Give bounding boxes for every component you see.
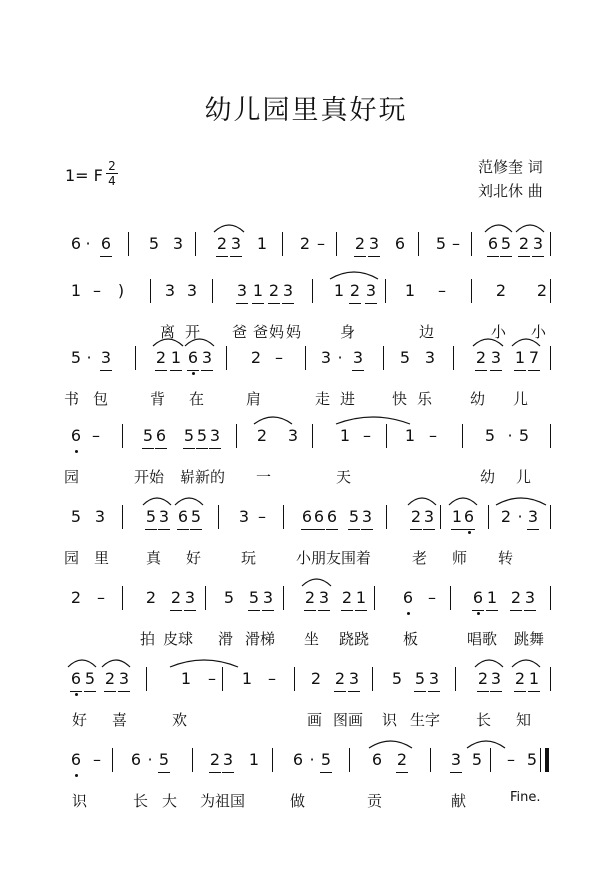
- bar-line: [218, 505, 219, 529]
- lower-octave-dot: [477, 612, 480, 615]
- note: 2: [477, 669, 489, 688]
- note: 3: [236, 281, 248, 300]
- bar-line: [488, 505, 489, 529]
- note: 2: [299, 234, 311, 253]
- lyric: 长: [476, 711, 492, 729]
- bar-line: [212, 279, 213, 303]
- bar-line: [226, 346, 227, 370]
- bar-line: [349, 748, 350, 772]
- lyricist-credit: 范修奎 词: [478, 158, 543, 176]
- note: 2: [334, 669, 346, 688]
- bar-line: [550, 586, 551, 610]
- note: 6: [187, 348, 199, 368]
- song-title: 幼儿园里真好玩: [204, 95, 408, 126]
- note: 2: [495, 281, 507, 300]
- lyric: 好: [72, 711, 88, 729]
- slur-arc: [512, 660, 540, 667]
- note: 2: [475, 348, 487, 367]
- lyric: 天: [336, 468, 352, 486]
- note: 6: [70, 426, 82, 446]
- lyric: 幼: [480, 468, 496, 486]
- bar-line: [471, 232, 472, 256]
- slur-arc: [449, 498, 477, 505]
- note: 3: [527, 507, 539, 526]
- lower-octave-dot: [407, 612, 410, 615]
- bar-line: [336, 232, 337, 256]
- note: 3: [118, 669, 130, 688]
- note: 6: [472, 588, 484, 608]
- slur-arc: [496, 498, 546, 505]
- lyric: 包: [93, 390, 109, 408]
- slur-arc: [473, 339, 503, 346]
- note: 5: [145, 507, 157, 526]
- lyric: 板: [403, 630, 419, 648]
- note-dash: –: [429, 426, 437, 445]
- slur-arc: [330, 272, 378, 279]
- note: 2: [304, 588, 316, 607]
- note-dash: –: [363, 426, 371, 445]
- bar-line: [550, 279, 551, 303]
- note-dash: –: [268, 669, 276, 688]
- note: 6: [326, 507, 338, 526]
- note: 3: [172, 234, 184, 253]
- note: 3: [361, 507, 373, 526]
- note: 3: [423, 507, 435, 526]
- note-dot: ·: [147, 750, 153, 769]
- note: 3: [209, 426, 221, 445]
- bar-line: [205, 586, 206, 610]
- lyric: 小: [491, 323, 507, 341]
- note-dot: ·: [507, 426, 513, 445]
- bar-line: [418, 232, 419, 256]
- note: 2: [341, 588, 353, 607]
- key-signature: 1= F: [65, 166, 103, 185]
- note: 1: [256, 234, 268, 253]
- note: 5: [471, 750, 483, 769]
- lyric: 在: [189, 390, 205, 408]
- note: 6: [100, 234, 112, 253]
- note-dash: –: [258, 507, 266, 526]
- bar-line: [195, 232, 196, 256]
- lyric: 书: [64, 390, 80, 408]
- lyric: 儿: [513, 390, 529, 408]
- slur-arc: [302, 579, 331, 586]
- note: 3: [424, 348, 436, 367]
- note-dash: –: [208, 669, 216, 688]
- bar-line: [462, 424, 463, 448]
- note: 2: [70, 588, 82, 607]
- bar-line: [430, 748, 431, 772]
- note: 3: [348, 669, 360, 688]
- note-dash: –: [438, 281, 446, 300]
- lyric: 开始: [134, 468, 165, 486]
- lyric: 跳舞: [514, 630, 545, 648]
- note: 2: [354, 234, 366, 253]
- note: 2: [536, 281, 548, 300]
- note: 1: [241, 669, 253, 688]
- note: 2: [410, 507, 422, 526]
- note: 6: [301, 507, 313, 526]
- note: 2: [216, 234, 228, 253]
- lyric: 好: [186, 549, 202, 567]
- lyric: 长: [133, 792, 149, 810]
- note: 6: [292, 750, 304, 769]
- note: 5: [84, 669, 96, 688]
- bar-line: [453, 346, 454, 370]
- lower-octave-dot: [75, 693, 78, 696]
- note: 2: [209, 750, 221, 769]
- lyric: 真: [146, 549, 162, 567]
- note: 6: [371, 750, 383, 769]
- note: ): [117, 281, 125, 300]
- note: 3: [352, 348, 364, 367]
- lyric: 知: [516, 711, 532, 729]
- note: 5: [348, 507, 360, 526]
- slur-arc: [185, 339, 214, 346]
- lyric: 爸: [232, 323, 248, 341]
- note: 2: [104, 669, 116, 688]
- note-dash: –: [428, 588, 436, 607]
- bar-line: [192, 748, 193, 772]
- note: 6: [177, 507, 189, 526]
- note: 2: [510, 588, 522, 607]
- slur-arc: [516, 225, 544, 232]
- note: 3: [428, 669, 440, 688]
- lyric: 儿: [516, 468, 532, 486]
- note: 3: [230, 234, 242, 253]
- bar-line: [222, 667, 223, 691]
- lyric: 拍: [140, 630, 156, 648]
- lower-octave-dot: [468, 531, 471, 534]
- time-bottom: 4: [108, 174, 116, 188]
- lyric: 欢: [172, 711, 188, 729]
- slur-arc: [214, 225, 244, 232]
- note: 5: [391, 669, 403, 688]
- note: 2: [349, 281, 361, 300]
- lyric: 生字: [410, 711, 441, 729]
- note: 5: [320, 750, 332, 769]
- note: 3: [490, 669, 502, 688]
- lyric: 进: [340, 390, 356, 408]
- note: 1: [339, 426, 351, 445]
- note: 6: [402, 588, 414, 608]
- slur-arc: [512, 339, 540, 346]
- note: 5: [399, 348, 411, 367]
- bar-line: [550, 505, 551, 529]
- lyric: 身: [340, 323, 356, 341]
- score-line-8: [0, 750, 612, 840]
- bar-line: [294, 667, 295, 691]
- bar-line: [455, 667, 456, 691]
- note: 3: [184, 588, 196, 607]
- note: 7: [528, 348, 540, 367]
- note-dash: –: [93, 281, 101, 300]
- fine-mark: Fine.: [510, 790, 541, 805]
- note: 3: [450, 750, 462, 769]
- note: 3: [282, 281, 294, 300]
- bar-line: [385, 279, 386, 303]
- final-bar-thin: [540, 748, 541, 772]
- slur-arc: [485, 225, 512, 232]
- lyric: 贡: [367, 792, 383, 810]
- lyric: 妈: [286, 323, 302, 341]
- bar-line: [283, 505, 284, 529]
- bar-line: [550, 424, 551, 448]
- note: 3: [100, 348, 112, 367]
- note: 3: [368, 234, 380, 253]
- bar-line: [236, 424, 237, 448]
- bar-line: [383, 346, 384, 370]
- note: 3: [94, 507, 106, 526]
- time-top: 2: [108, 159, 116, 173]
- bar-line: [386, 505, 387, 529]
- note-dot: ·: [86, 348, 92, 367]
- note-dash: –: [507, 750, 515, 769]
- note: 1: [70, 281, 82, 300]
- bar-line: [282, 232, 283, 256]
- note: 5: [414, 669, 426, 688]
- note: 5: [526, 750, 538, 769]
- note: 2: [155, 348, 167, 367]
- slur-arc: [336, 417, 410, 424]
- note: 5: [183, 426, 195, 445]
- note: 6: [70, 669, 82, 689]
- note: 2: [518, 234, 530, 253]
- slur-arc: [369, 741, 412, 748]
- bar-line: [146, 667, 147, 691]
- slur-arc: [170, 660, 238, 667]
- lyric: 一: [256, 468, 272, 486]
- note-dash: –: [275, 348, 283, 367]
- note: 5: [223, 588, 235, 607]
- note: 2: [500, 507, 512, 526]
- lyric: 喜: [112, 711, 128, 729]
- note: 3: [186, 281, 198, 300]
- slur-arc: [68, 660, 96, 667]
- note: 3: [287, 426, 299, 445]
- lyric: 师: [452, 549, 468, 567]
- note-dash: –: [317, 234, 325, 253]
- note: 5: [248, 588, 260, 607]
- note: 5: [70, 348, 82, 367]
- lyric: 乐: [417, 390, 433, 408]
- note: 5: [158, 750, 170, 769]
- note: 3: [524, 588, 536, 607]
- note: 5: [518, 426, 530, 445]
- slur-arc: [254, 417, 292, 424]
- slur-arc: [102, 660, 130, 667]
- note: 1: [355, 588, 367, 607]
- slur-arc: [143, 498, 171, 505]
- lyric: 识: [382, 711, 398, 729]
- note: 5: [500, 234, 512, 253]
- lyric: 小: [531, 323, 547, 341]
- lyric: 跷跷: [339, 630, 370, 648]
- note: 2: [256, 426, 268, 445]
- note: 3: [365, 281, 377, 300]
- lyric: 妈: [269, 323, 285, 341]
- bar-line: [386, 424, 387, 448]
- lyric: 图画: [333, 711, 364, 729]
- note-dash: –: [452, 234, 460, 253]
- lyric: 里: [94, 549, 110, 567]
- slur-arc: [175, 498, 203, 505]
- lyric: 皮球: [163, 630, 194, 648]
- note: 5: [196, 426, 208, 445]
- note-dot: ·: [85, 234, 91, 253]
- note: 3: [320, 348, 332, 367]
- lyric: 边: [419, 323, 435, 341]
- lyric: 玩: [241, 549, 257, 567]
- note: 2: [514, 669, 526, 688]
- note: 1: [404, 281, 416, 300]
- lyric: 献: [451, 792, 467, 810]
- bar-line: [272, 748, 273, 772]
- note: 2: [396, 750, 408, 769]
- lyric: 做: [290, 792, 306, 810]
- note: 1: [248, 750, 260, 769]
- note: 5: [435, 234, 447, 253]
- slur-arc: [153, 339, 183, 346]
- note: 3: [262, 588, 274, 607]
- lyric: 爸: [253, 323, 269, 341]
- lyric: 离: [160, 323, 176, 341]
- lyric: 快: [392, 390, 408, 408]
- bar-line: [550, 232, 551, 256]
- lyric: 园: [64, 468, 80, 486]
- note: 1: [180, 669, 192, 688]
- note: 2: [250, 348, 262, 367]
- final-bar-thick: [545, 748, 549, 772]
- note: 1: [514, 348, 526, 367]
- lyric: 幼: [470, 390, 486, 408]
- note: 5: [148, 234, 160, 253]
- note: 3: [158, 507, 170, 526]
- lower-octave-dot: [192, 372, 195, 375]
- bar-line: [135, 346, 136, 370]
- lyric: 肩: [246, 390, 262, 408]
- note: 1: [333, 281, 345, 300]
- lyric: 老: [412, 549, 428, 567]
- lyric: 背: [150, 390, 166, 408]
- note: 6: [463, 507, 475, 527]
- note: 2: [310, 669, 322, 688]
- bar-line: [312, 279, 313, 303]
- bar-line: [372, 667, 373, 691]
- note-dash: –: [97, 588, 105, 607]
- note: 2: [145, 588, 157, 607]
- bar-line: [550, 346, 551, 370]
- note: 2: [170, 588, 182, 607]
- note: 5: [190, 507, 202, 526]
- lyric: 小朋友围着: [296, 549, 372, 567]
- note: 6: [155, 426, 167, 445]
- lyric: 滑: [218, 630, 234, 648]
- lower-octave-dot: [75, 774, 78, 777]
- bar-line: [122, 424, 123, 448]
- lyric: 画: [307, 711, 323, 729]
- lyric: 开: [185, 323, 201, 341]
- note: 3: [238, 507, 250, 526]
- note: 1: [528, 669, 540, 688]
- composer-credit: 刘北休 曲: [478, 182, 543, 200]
- note: 1: [486, 588, 498, 607]
- bar-line: [490, 748, 491, 772]
- lower-octave-dot: [75, 450, 78, 453]
- slur-arc: [408, 498, 436, 505]
- lyric: 滑梯: [245, 630, 276, 648]
- bar-line: [374, 586, 375, 610]
- bar-line: [112, 748, 113, 772]
- bar-line: [150, 279, 151, 303]
- note: 1: [170, 348, 182, 367]
- bar-line: [128, 232, 129, 256]
- bar-line: [471, 279, 472, 303]
- lyric: 园: [64, 549, 80, 567]
- lyric: 走: [315, 390, 331, 408]
- note: 1: [252, 281, 264, 300]
- note: 5: [142, 426, 154, 445]
- lyric: 为祖国: [200, 792, 246, 810]
- lyric: 大: [162, 792, 178, 810]
- note-dash: –: [93, 750, 101, 769]
- note-dot: ·: [309, 750, 315, 769]
- note-dash: –: [92, 426, 100, 445]
- note: 1: [451, 507, 463, 526]
- bar-line: [450, 586, 451, 610]
- lyric: 唱歌: [467, 630, 498, 648]
- bar-line: [305, 346, 306, 370]
- note: 2: [268, 281, 280, 300]
- bar-line: [312, 424, 313, 448]
- note: 3: [318, 588, 330, 607]
- lyric: 坐: [304, 630, 320, 648]
- slur-arc: [475, 660, 503, 667]
- bar-line: [550, 667, 551, 691]
- time-signature: [106, 160, 118, 187]
- note-dot: ·: [337, 348, 343, 367]
- lyric: 转: [498, 549, 514, 567]
- note: 6: [394, 234, 406, 253]
- lyric: 识: [72, 792, 88, 810]
- note: 3: [532, 234, 544, 253]
- note: 6: [313, 507, 325, 526]
- bar-line: [283, 586, 284, 610]
- note: 3: [164, 281, 176, 300]
- bar-line: [122, 505, 123, 529]
- note: 6: [70, 750, 82, 770]
- note-dot: ·: [517, 507, 523, 526]
- note: 6: [130, 750, 142, 769]
- note: 6: [487, 234, 499, 253]
- note: 3: [222, 750, 234, 769]
- bar-line: [440, 505, 441, 529]
- note: 1: [404, 426, 416, 445]
- note: 3: [490, 348, 502, 367]
- note: 5: [484, 426, 496, 445]
- slur-arc: [467, 741, 505, 748]
- bar-line: [122, 586, 123, 610]
- note: 6: [70, 234, 82, 253]
- note: 3: [201, 348, 213, 367]
- note: 5: [70, 507, 82, 526]
- lyric: 崭新的: [180, 468, 226, 486]
